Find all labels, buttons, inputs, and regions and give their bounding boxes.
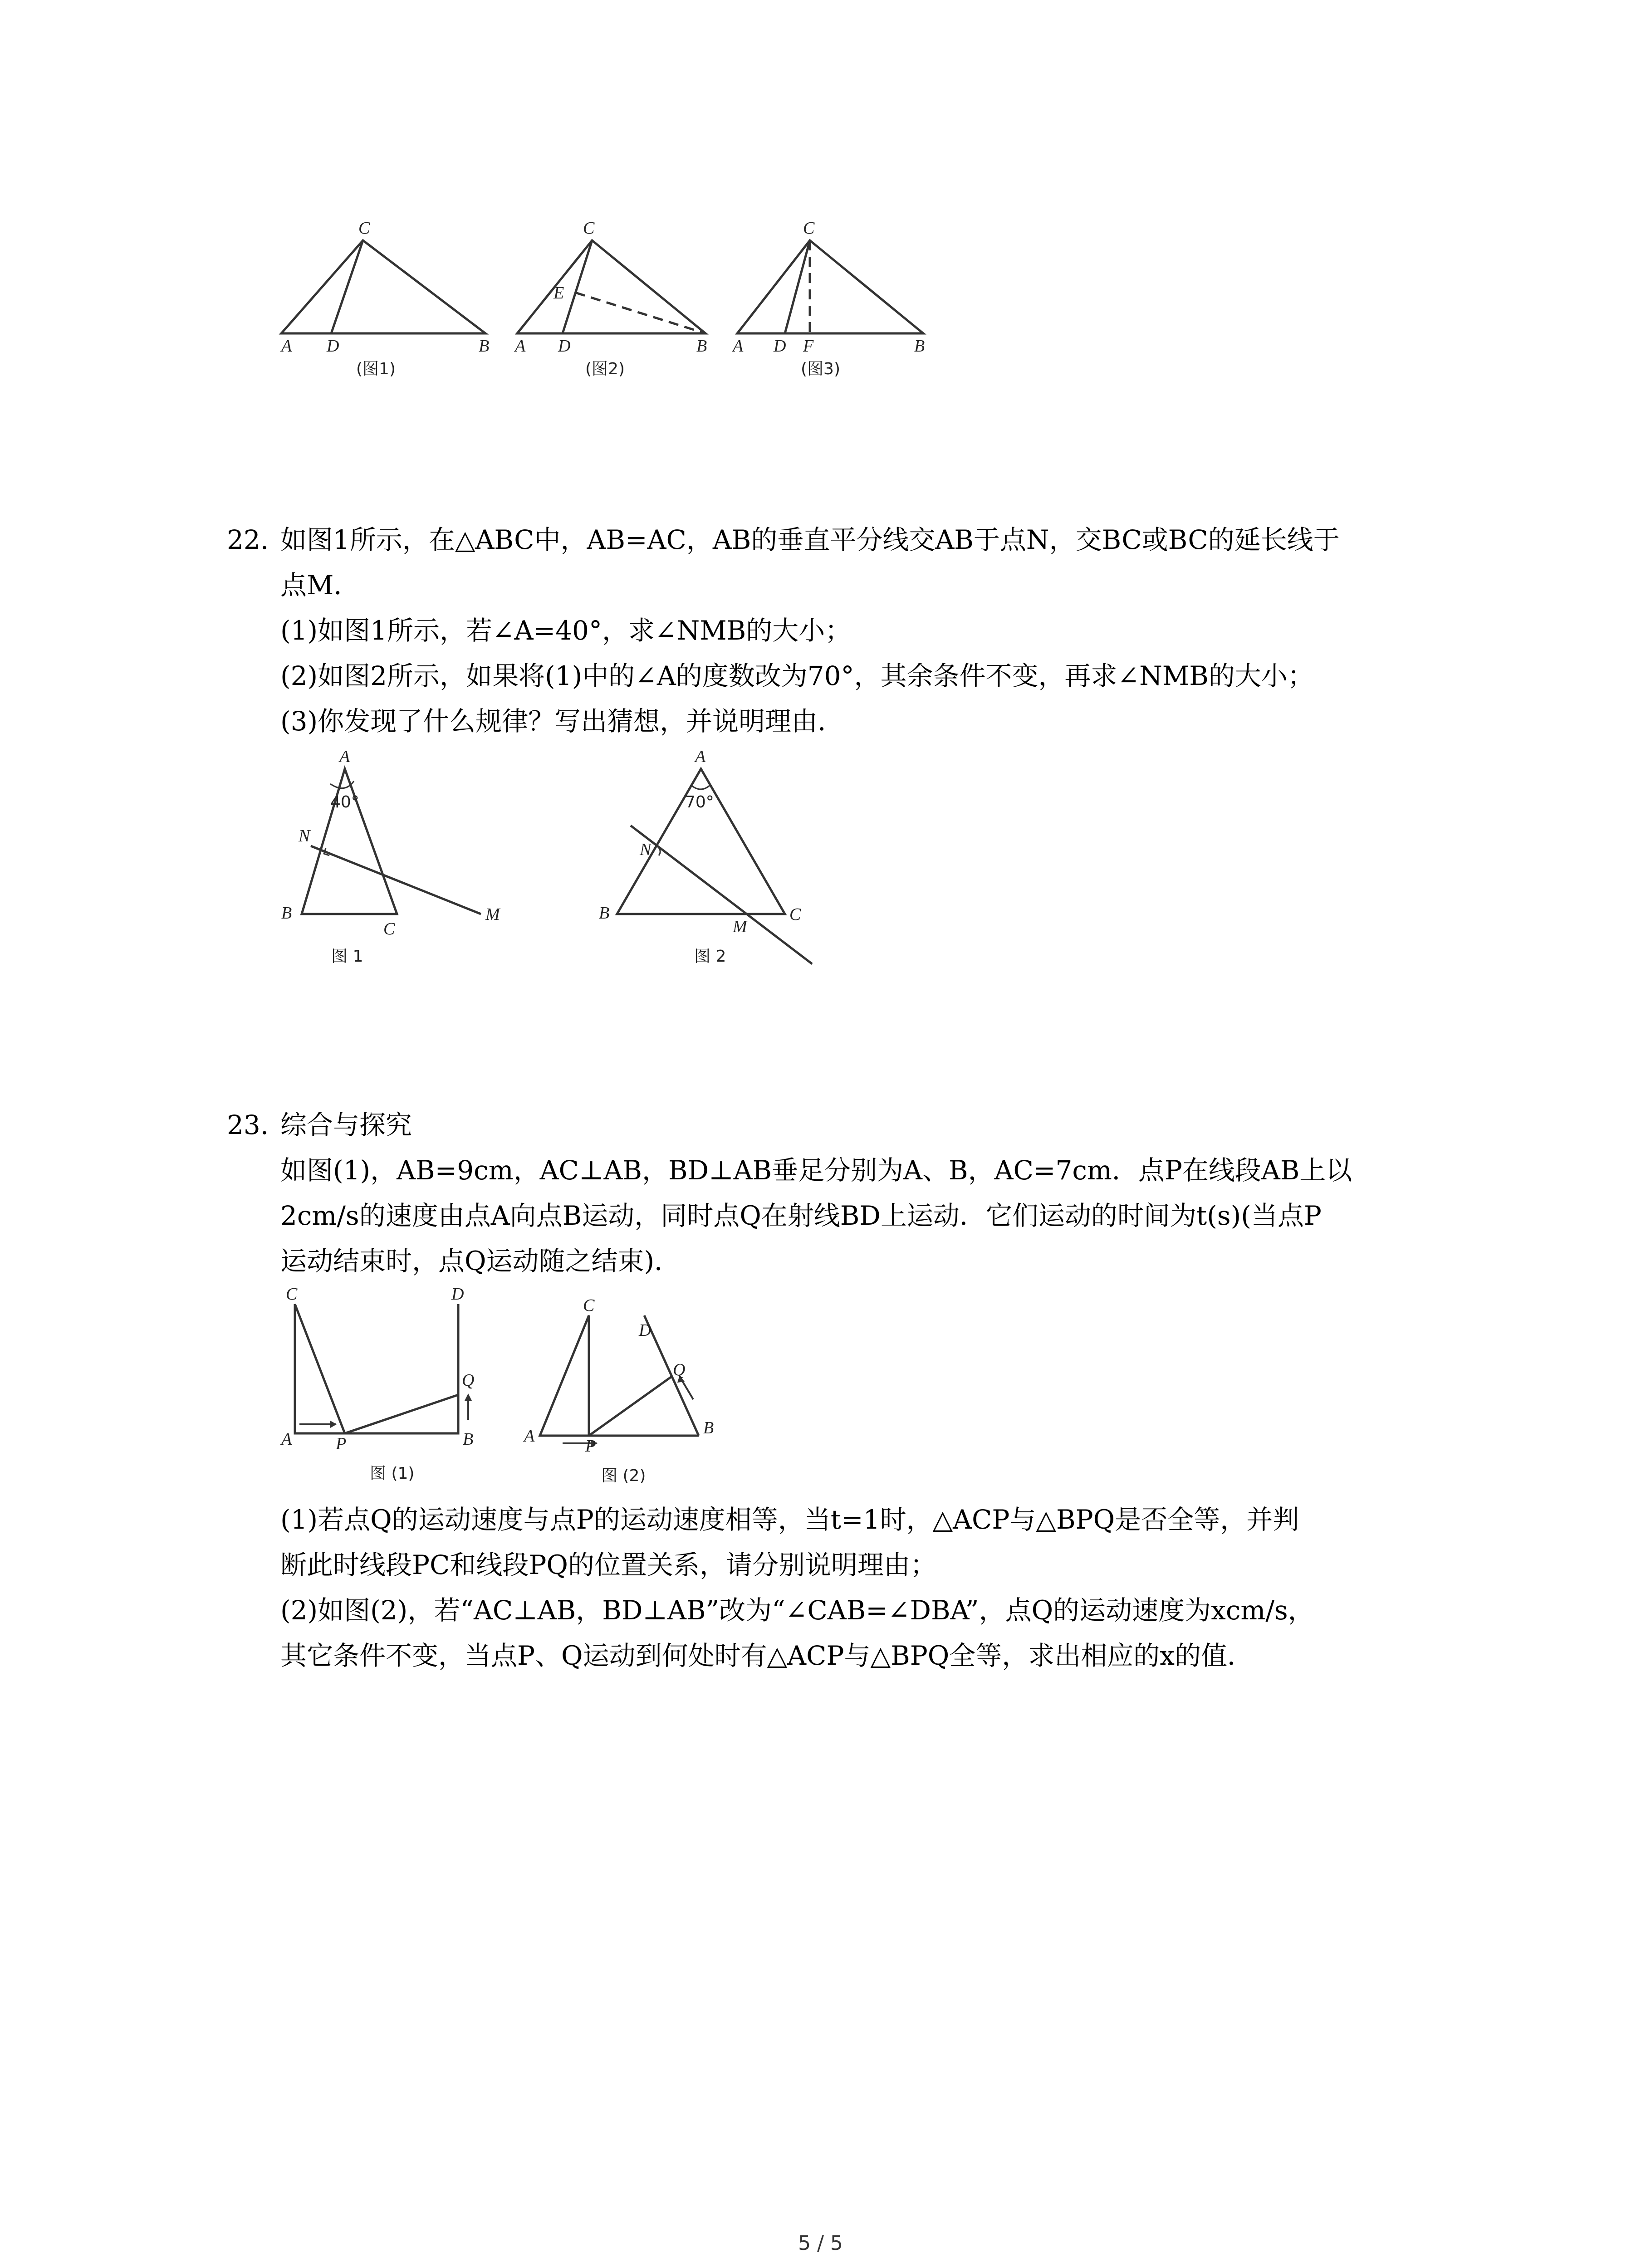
figure-caption: 图 (1)	[370, 1464, 415, 1483]
page-number: 5 / 5	[798, 2232, 843, 2255]
label-B: B	[281, 904, 292, 923]
q23-figure-2	[522, 1297, 758, 1515]
label-A: A	[515, 337, 526, 356]
label-D: D	[774, 337, 786, 356]
label-P: P	[336, 1434, 347, 1453]
figure-caption: (图2)	[585, 360, 625, 378]
label-C: C	[286, 1285, 298, 1304]
label-B: B	[463, 1430, 474, 1449]
question-22-line-2: 点M．	[280, 570, 360, 601]
question-22-line-4: (2)如图2所示，如果将(1)中的∠A的度数改为70°，其余条件不变，再求∠NMB的大小；	[280, 660, 1314, 691]
question-23-line-5: (1)若点Q的运动速度与点P的运动速度相等，当t=1时，△ACP与△BPQ是否全等，并判	[280, 1504, 1299, 1535]
q23-figure-1	[272, 1284, 508, 1501]
label-A: A	[695, 747, 706, 766]
figure-caption: 图 2	[694, 947, 726, 966]
label-D: D	[327, 337, 339, 356]
label-B: B	[479, 337, 490, 356]
label-F: F	[803, 337, 814, 356]
top-figure-3	[721, 218, 957, 390]
top-figure-1	[272, 218, 508, 390]
label-A: A	[281, 1430, 292, 1449]
label-M: M	[733, 917, 747, 936]
figure-caption: 图 (2)	[601, 1466, 646, 1485]
label-A: A	[339, 747, 350, 766]
label-B: B	[703, 1418, 714, 1437]
label-E: E	[554, 284, 564, 303]
label-B: B	[914, 337, 925, 356]
label-C: C	[383, 919, 395, 938]
q22-figure-2	[590, 748, 871, 984]
label-B: B	[696, 337, 707, 356]
figure-caption: (图1)	[356, 360, 396, 378]
label-C: C	[583, 219, 595, 238]
top-figure-2	[504, 218, 740, 390]
label-M: M	[485, 905, 500, 924]
label-C: C	[583, 1296, 595, 1315]
label-C: C	[358, 219, 370, 238]
question-22-line-1: 如图1所示，在△ABC中，AB=AC，AB的垂直平分线交AB于点N，交BC或BC的延长线于	[280, 524, 1340, 555]
label-A: A	[281, 337, 292, 356]
label-A: A	[733, 337, 744, 356]
question-23-line-8: 其它条件不变，当点P、Q运动到何处时有△ACP与△BPQ全等，求出相应的x的值．	[280, 1640, 1254, 1671]
label-D: D	[639, 1321, 652, 1340]
question-23-number: 23.	[227, 1110, 269, 1140]
label-D: D	[451, 1285, 464, 1304]
label-D: D	[558, 337, 571, 356]
label-N: N	[299, 826, 310, 846]
question-23-line-3: 2cm/s的速度由点A向点B运动，同时点Q在射线BD上运动．它们运动的时间为t(s)(当点P	[280, 1200, 1322, 1231]
figure-caption: 图 1	[331, 947, 363, 966]
figure-caption: (图3)	[801, 360, 840, 378]
question-22-line-5: (3)你发现了什么规律？写出猜想，并说明理由．	[280, 706, 844, 737]
label-N: N	[640, 840, 652, 859]
question-22-number: 22.	[227, 524, 269, 555]
angle-label: 40°	[330, 793, 359, 811]
question-23-line-7: (2)如图(2)，若“AC⊥AB，BD⊥AB”改为“∠CAB=∠DBA”，点Q的运动速度为xcm/s，	[280, 1595, 1314, 1626]
label-Q: Q	[673, 1360, 686, 1379]
label-A: A	[524, 1427, 535, 1446]
question-23-line-6: 断此时线段PC和线段PQ的位置关系，请分别说明理由；	[280, 1549, 936, 1580]
label-C: C	[803, 219, 815, 238]
q22-figure-1	[272, 748, 554, 984]
label-C: C	[789, 905, 801, 924]
question-22-line-3: (1)如图1所示，若∠A=40°，求∠NMB的大小；	[280, 615, 852, 646]
label-P: P	[585, 1437, 596, 1456]
question-23-line-2: 如图(1)，AB=9cm，AC⊥AB，BD⊥AB垂足分别为A、B，AC=7cm．点P在线段AB上以	[280, 1155, 1352, 1186]
angle-label: 70°	[685, 793, 714, 811]
question-23-line-4: 运动结束时，点Q运动随之结束)．	[280, 1246, 681, 1276]
label-B: B	[599, 904, 610, 923]
question-23-title: 综合与探究	[280, 1110, 412, 1140]
label-Q: Q	[462, 1371, 475, 1390]
